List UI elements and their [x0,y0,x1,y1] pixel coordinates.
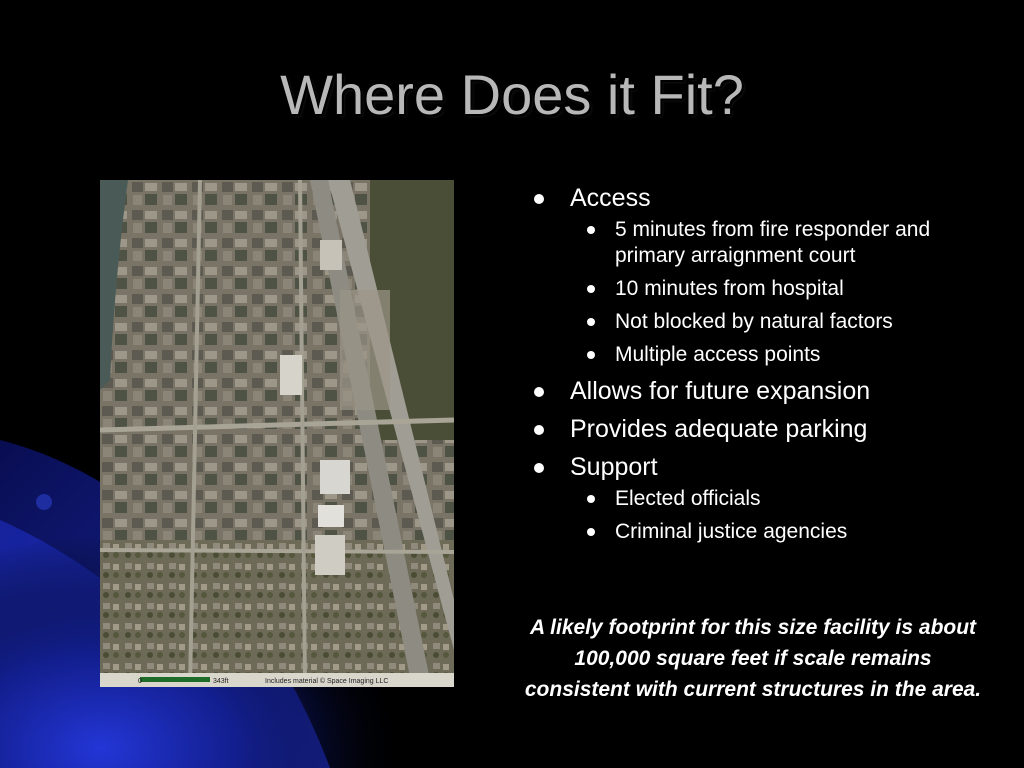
image-credit: Includes material © Space Imaging LLC [265,678,389,685]
sub-bullet: 5 minutes from fire responder and primary arraignment court [570,217,1000,269]
support-sublist [570,486,1000,545]
footprint-note: A likely footprint for this size facility is about 100,000 square feet if scale remains consistent with current structures in the area. [524,616,982,701]
bullet-parking: Provides adequate parking [530,414,1000,444]
aerial-photo [100,180,454,687]
sub-bullet: Not blocked by natural factors [570,309,1000,335]
page-title: Where Does it Fit? [280,63,744,126]
scale-distance: 343ft [213,678,229,685]
sub-bullet: Elected officials [570,486,1000,512]
sub-bullet: Criminal justice agencies [570,519,1000,545]
bullet-label: Support [570,453,658,481]
bullet-expansion: Allows for future expansion [530,376,1000,406]
sub-bullet: 10 minutes from hospital [570,276,1000,302]
access-sublist [570,217,1000,368]
scale-zero: 0 [138,678,142,685]
decor-dot [36,494,52,510]
sub-bullet: Multiple access points [570,342,1000,368]
bullet-list [530,183,1000,553]
bullet-label: Access [570,184,651,212]
bullet-access [530,183,1000,368]
bullet-support [530,452,1000,545]
